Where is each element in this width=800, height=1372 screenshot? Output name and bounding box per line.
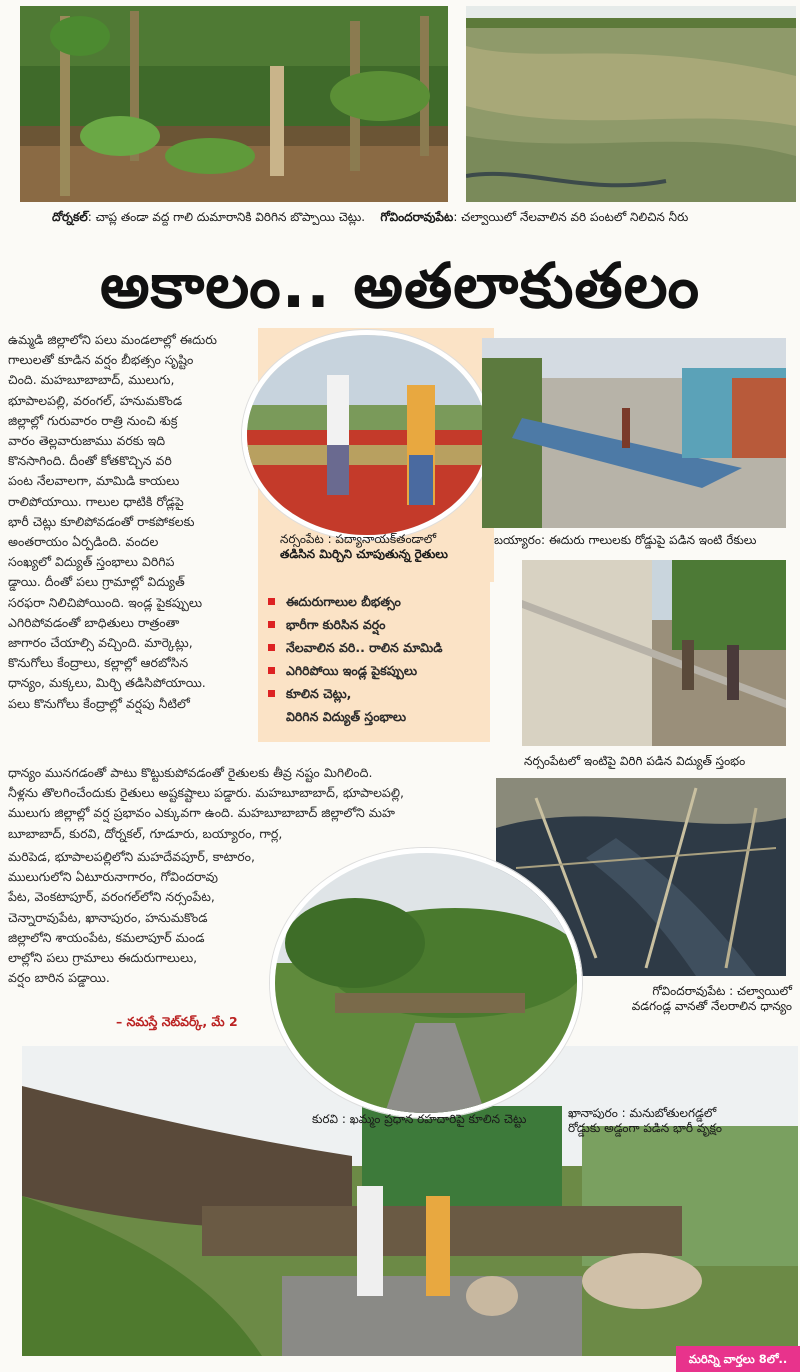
caption-text: : చాప్ల తండా వద్ద గాలి దుమారానికి విరిగిన బొప్పాయి చెట్లు.: [87, 210, 366, 224]
highlight-item: ఈదురుగాలుల బీభత్సం: [268, 590, 484, 613]
flattened-paddy-photo: [466, 6, 796, 202]
article-line: జాగారం చేయాల్సి వచ్చింది. మార్కెట్లు,: [8, 635, 193, 651]
article-line: ములుగులోని ఏటూరునాగారం, గోవిందరావు: [8, 869, 218, 885]
highlight-item: కూలిన చెట్లు,: [268, 682, 484, 705]
caption-line: ఖానాపురం : మనుబోతులగడ్డలో: [568, 1106, 717, 1120]
article-wide-block: [8, 763, 492, 844]
sheets-caption: బయ్యారం: ఈదురు గాలులకు రోడ్డుపై పడిన ఇంటి రేకులు: [494, 533, 757, 547]
article-line: అంతరాయం ఏర్పడింది. వందల: [8, 534, 159, 550]
roof-sheets-photo: [482, 338, 786, 528]
article-line: జిల్లాలోని శాయంపేట, కమలాపూర్ మండ: [8, 929, 205, 945]
article-line: చెన్నారావుపేట, ఖానాపురం, హనుమకొండ: [8, 909, 208, 925]
article-line: వర్షం బారిన పడ్డాయి.: [8, 970, 110, 986]
road-tree-caption: కురవి : ఖమ్మం ప్రధాన రహదారిపై కూలిన చెట్టు: [312, 1112, 527, 1126]
caption-line: గోవిందరావుపేట : చల్వాయిలో: [652, 984, 792, 998]
top-caption: [52, 210, 792, 225]
article-line: పలు కొనుగోలు కేంద్రాల్లో వర్షపు నీటిలో: [8, 695, 190, 711]
highlight-item: భారీగా కురిసిన వర్షం: [268, 613, 484, 636]
caption-line: రోడ్డుకు అడ్డంగా పడిన భారీ వృక్షం: [568, 1121, 722, 1135]
pole-caption: నర్సంపేటలో ఇంటిపై విరిగి పడిన విద్యుత్ స్తంభం: [524, 754, 746, 768]
grain-caption: [612, 984, 792, 1014]
article-line: సరఫరా నిలిచిపోయింది. ఇండ్ల పైకప్పులు: [8, 594, 203, 610]
article-line: కొనుగోలు కేంద్రాలు, కల్లాల్లో ఆరబోసిన: [8, 655, 189, 671]
article-line: బూబాబాద్, కురవి, దోర్నకల్, గూడూరు, బయ్యారం, గార్ల,: [8, 825, 283, 841]
article-line: కొనసాగింది. దీంతో కోతకొచ్చిన వరి: [8, 453, 172, 469]
article-line: సంఖ్యలో విద్యుత్ స్తంభాలు విరిగిప: [8, 554, 175, 570]
highlights-box: [258, 582, 490, 742]
caption-text: : చల్వాయిలో నేలవాలిన వరి పంటలో నిలిచిన నీరు: [453, 210, 689, 224]
caption-place: గోవిందరావుపేట: [380, 210, 454, 224]
article-line: ఉమ్మడి జిల్లాలోని పలు మండలాల్లో ఈదురు: [8, 332, 217, 347]
article-line: భూపాలపల్లి, వరంగల్, హనుమకొండ: [8, 392, 183, 408]
article-line: లాల్లోని పలు గ్రామాలు ఈదురుగాలులు,: [8, 950, 198, 966]
caption-place: దోర్నకల్: [52, 210, 88, 224]
highlight-item: నేలవాలిన వరి.. రాలిన మామిడి: [268, 636, 484, 659]
caption-line: నర్సంపేట : పద్యానాయక్‌తండాలో: [280, 532, 437, 546]
article-line: డ్డాయి. దీంతో పలు గ్రామాల్లో విద్యుత్: [8, 574, 185, 590]
article-line: ధాన్యం, మక్కలు, మిర్చి తడిసిపోయాయి.: [8, 675, 206, 691]
article-line: గాలులతో కూడిన వర్షం బీభత్సం సృష్టిం: [8, 352, 194, 368]
papaya-trees-photo: [20, 6, 448, 202]
byline: – నమస్తే నెట్‌వర్క్, మే 2: [116, 1014, 238, 1029]
article-line: మరిపెడ, భూపాలపల్లిలోని మహదేవపూర్, కాటారం,: [8, 849, 255, 864]
caption-line: వడగండ్ల వానతో నేలరాలిన ధాన్యం: [631, 999, 792, 1013]
article-line: పంట నేలవాలగా, మామిడి కాయలు: [8, 473, 180, 489]
chili-caption: [280, 532, 480, 562]
electric-pole-photo: [522, 560, 786, 746]
article-line: ధాన్యం మునగడంతో పాటు కొట్టుకుపోవడంతో రైతులకు తీవ్ర నష్టం మిగిలింది.: [8, 765, 373, 780]
article-line: వారం తెల్లవారుజాము వరకు ఇది: [8, 433, 166, 449]
article-line: భారీ చెట్లు కూలిపోవడంతో రాకపోకలకు: [8, 513, 195, 529]
big-tree-caption: [568, 1106, 768, 1136]
highlight-item: ఎగిరిపోయి ఇండ్ల పైకప్పులు: [268, 659, 484, 682]
article-line: జిల్లాల్లో గురువారం రాత్రి నుంచి శుక్ర: [8, 412, 178, 428]
article-bottom-block: [8, 847, 282, 988]
article-line: చింది. మహబూబాబాద్, ములుగు,: [8, 372, 175, 388]
article-line: పేట, వెంకటాపూర్, వరంగల్‌లోని నర్సంపేట,: [8, 889, 215, 905]
article-line: ఎగిరిపోవడంతో బాధితులు రాత్రంతా: [8, 614, 180, 630]
road-tree-photo: [270, 848, 582, 1118]
highlight-item-continuation: విరిగిన విద్యుత్ స్తంభాలు: [286, 709, 407, 724]
headline: అకాలం.. అతలాకుతలం: [99, 249, 701, 322]
article-line: నీళ్లను తొలగించేందుకు రైతులు అష్టకష్టాలు పడ్డారు. మహబూబాబాద్, భూపాలపల్లి,: [8, 785, 404, 801]
article-line: రాలిపోయాయి. గాలుల ధాటికి రోడ్లపై: [8, 493, 184, 509]
article-line: ములుగు జిల్లాల్లో వర్ష ప్రభావం ఎక్కువగా ఉంది. మహబూబాబాద్ జిల్లాలోని మహ: [8, 805, 395, 821]
more-news-link[interactable]: మరిన్ని వార్తలు 8లో..: [676, 1346, 800, 1372]
caption-line: తడిసిన మిర్చిని చూపుతున్న రైతులు: [280, 547, 448, 561]
chili-farmers-photo: [242, 330, 492, 540]
article-column: [8, 330, 254, 714]
